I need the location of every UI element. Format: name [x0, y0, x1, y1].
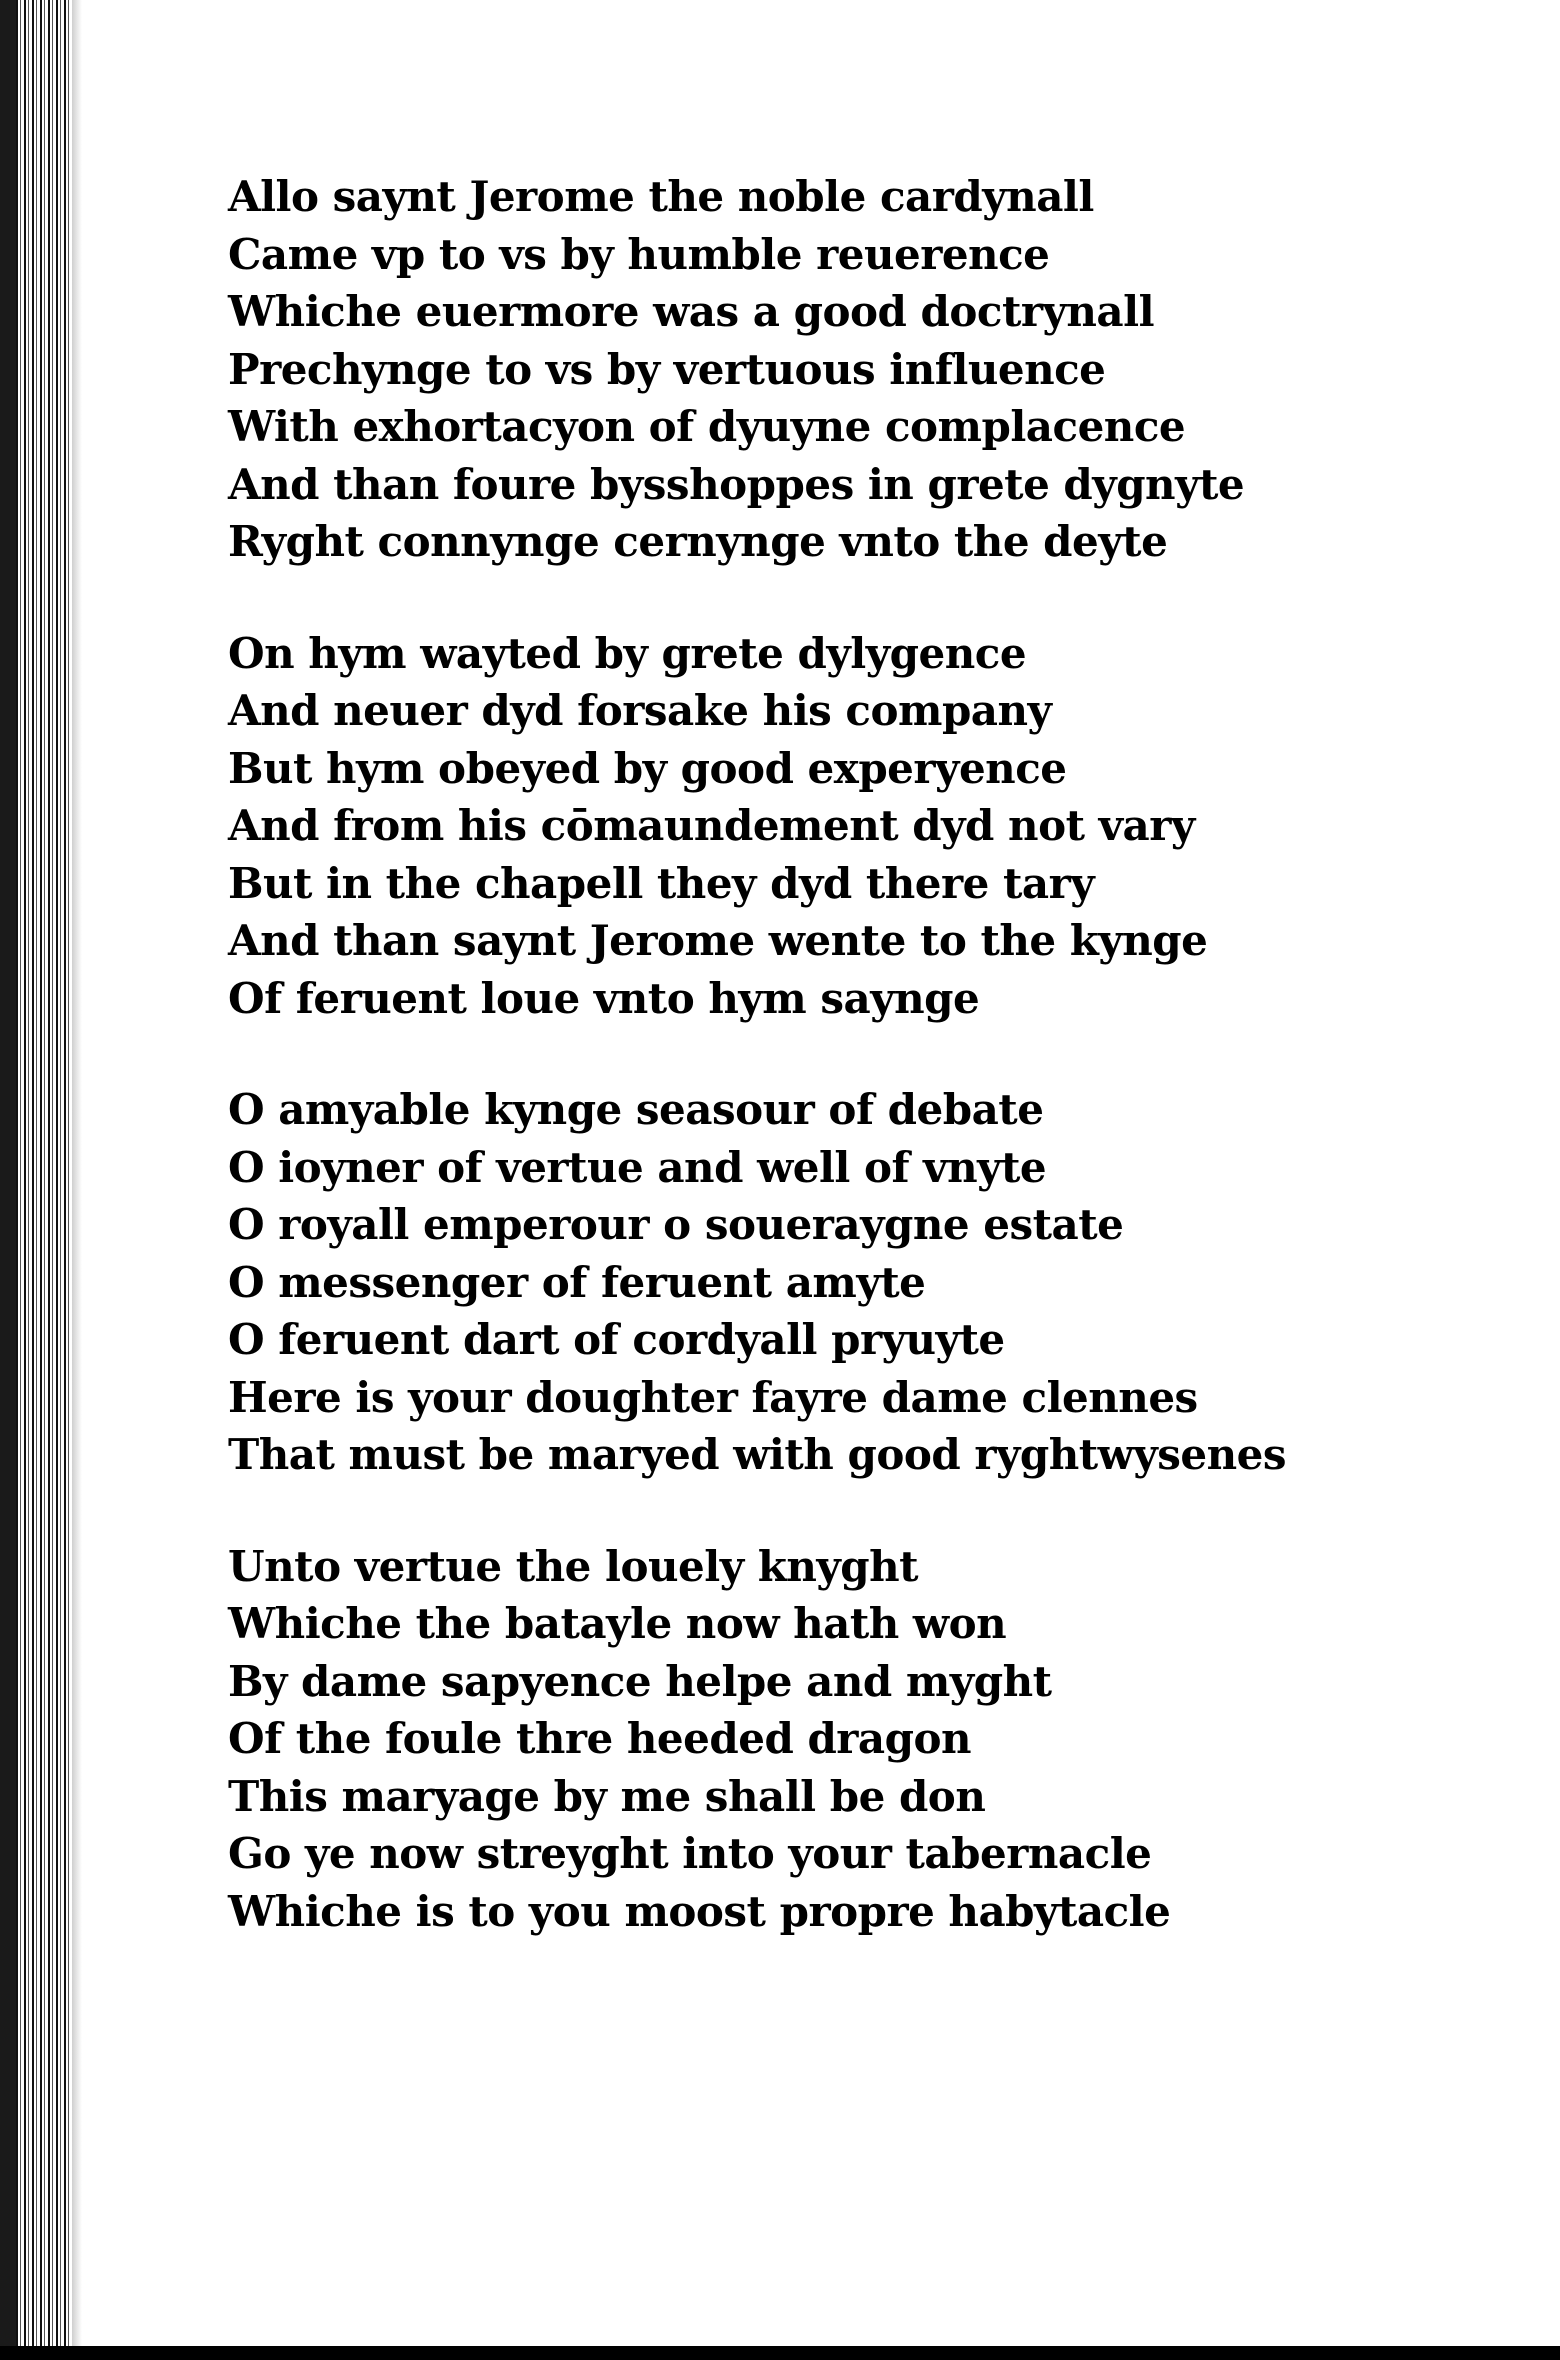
verse-line: On hym wayted by grete dylygence	[228, 628, 1027, 678]
stanza-1	[228, 168, 1348, 571]
verse-line: Came vp to vs by humble reuerence	[228, 229, 1050, 279]
gutter-fade	[72, 0, 82, 2360]
poem-text	[228, 168, 1348, 1994]
page-bottom-edge	[0, 2346, 1560, 2360]
verse-line: By dame sapyence helpe and myght	[228, 1656, 1052, 1706]
verse-line: Whiche euermore was a good doctrynall	[228, 287, 1155, 336]
verse-line: Whiche the batayle now hath won	[228, 1599, 1007, 1648]
verse-line: With exhortacyon of dyuyne complacence	[228, 402, 1186, 451]
verse-line: And from his cōmaundement dyd not vary	[228, 801, 1195, 850]
verse-line: This maryage by me shall be don	[228, 1771, 986, 1821]
verse-line: But in the chapell they dyd there tary	[228, 858, 1095, 908]
verse-line: That must be maryed with good ryghtwysenes	[228, 1430, 1286, 1479]
gutter-shadow	[0, 0, 16, 2360]
verse-line: Here is your doughter fayre dame clennes	[228, 1372, 1198, 1422]
verse-line: But hym obeyed by good experyence	[228, 743, 1067, 793]
verse-line: O ioyner of vertue and well of vnyte	[228, 1142, 1047, 1192]
verse-line: Prechynge to vs by vertuous influence	[228, 344, 1106, 394]
verse-line: And than foure bysshoppes in grete dygnyte	[228, 459, 1245, 509]
verse-line: And than saynt Jerome wente to the kynge	[228, 916, 1208, 965]
stanza-2	[228, 625, 1348, 1028]
verse-line: Of feruent loue vnto hym saynge	[228, 973, 980, 1023]
verse-line: Of the foule thre heeded dragon	[228, 1714, 972, 1763]
verse-line: O amyable kynge seasour of debate	[228, 1085, 1044, 1134]
verse-line: Whiche is to you moost propre habytacle	[228, 1886, 1171, 1936]
verse-line: Allo saynt Jerome the noble cardynall	[228, 172, 1094, 221]
verse-line: Ryght connynge cernynge vnto the deyte	[228, 517, 1168, 566]
stanza-4	[228, 1538, 1348, 1941]
verse-line: O royall emperour o soueraygne estate	[228, 1200, 1124, 1249]
stanza-3	[228, 1081, 1348, 1484]
verse-line: O feruent dart of cordyall pryuyte	[228, 1315, 1005, 1364]
verse-line: Go ye now streyght into your tabernacle	[228, 1829, 1152, 1878]
verse-line: And neuer dyd forsake his company	[228, 686, 1052, 735]
verse-line: O messenger of feruent amyte	[228, 1257, 926, 1307]
verse-line: Unto vertue the louely knyght	[228, 1541, 919, 1591]
